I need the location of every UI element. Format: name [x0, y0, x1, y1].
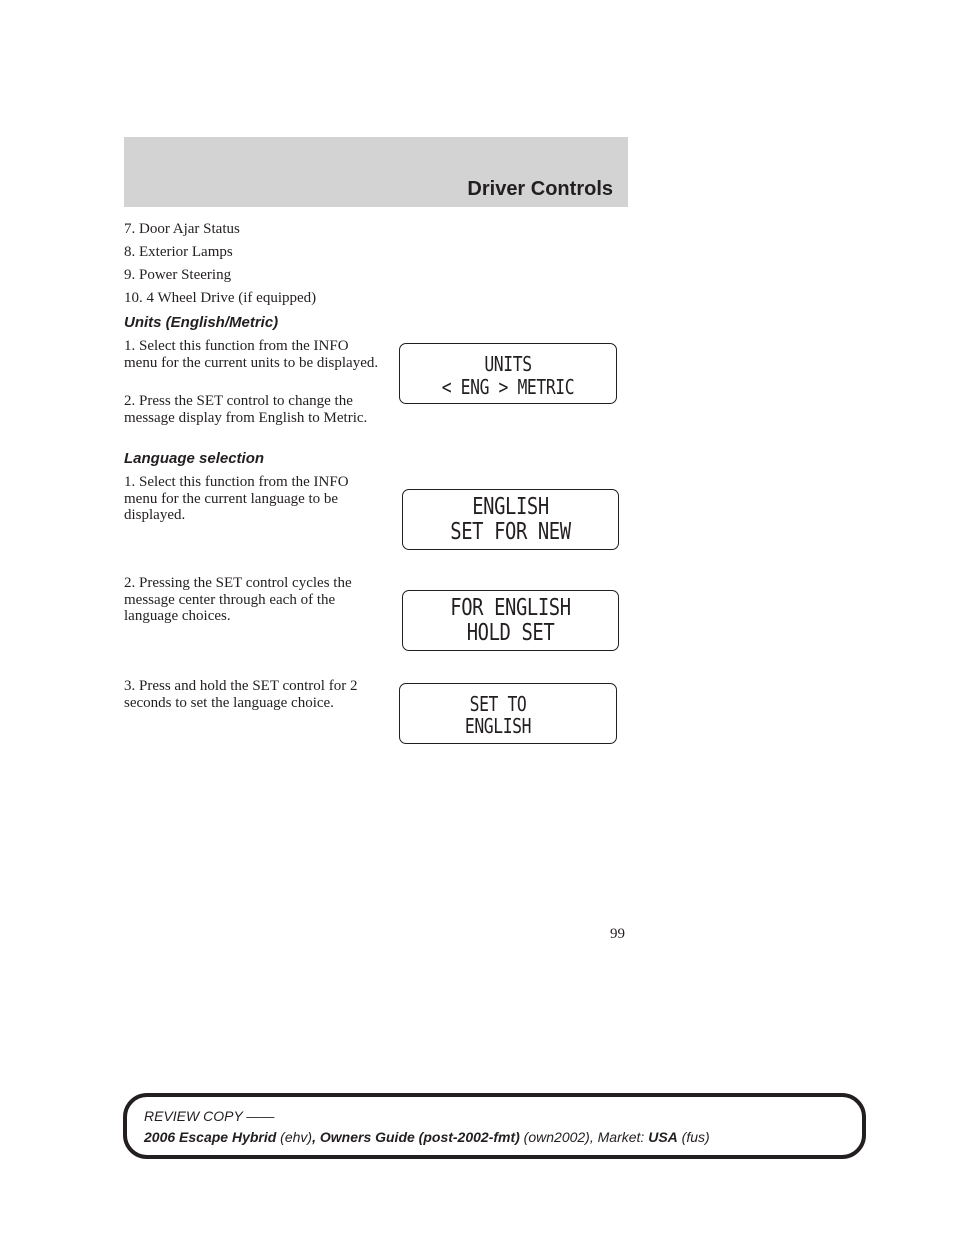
- section-header-band: [124, 137, 628, 207]
- display-line-1: UNITS: [484, 352, 532, 376]
- units-step-1: 1. Select this function from the INFO menu for the current units to be displayed.: [124, 338, 379, 371]
- language-heading: Language selection: [124, 450, 265, 467]
- page-number: 99: [610, 926, 625, 942]
- display-line-1: ENGLISH: [472, 494, 549, 520]
- review-copy-footer: [123, 1093, 866, 1159]
- model-name: 2006 Escape Hybrid: [144, 1129, 277, 1145]
- units-step-2: 2. Press the SET control to change the message display from English to Metric.: [124, 393, 368, 426]
- language-step-1: 1. Select this function from the INFO menu for the current language to be displayed.: [124, 474, 349, 523]
- review-copy-label: REVIEW COPY ——: [144, 1108, 275, 1124]
- list-item: 8. Exterior Lamps: [124, 244, 233, 260]
- units-heading: Units (English/Metric): [124, 314, 279, 331]
- display-line-2: SET FOR NEW: [450, 519, 571, 545]
- language-step-3: 3. Press and hold the SET control for 2 seconds to set the language choice.: [124, 678, 358, 711]
- market-name: USA: [648, 1129, 678, 1145]
- language-display-3: [399, 683, 617, 744]
- language-step-2: 2. Pressing the SET control cycles the message center through each of the language choices.: [124, 575, 352, 624]
- display-line-1: FOR ENGLISH: [450, 595, 571, 621]
- market-label: , Market:: [589, 1129, 649, 1145]
- separator: ,: [312, 1129, 320, 1145]
- display-line-2: < ENG > METRIC: [441, 375, 575, 399]
- guide-name: Owners Guide (post-2002-fmt): [319, 1129, 520, 1145]
- list-item: 10. 4 Wheel Drive (if equipped): [124, 290, 317, 306]
- units-display: [399, 343, 617, 404]
- guide-code: (own2002): [519, 1129, 590, 1145]
- display-line-2: HOLD SET: [466, 620, 555, 646]
- language-display-1: [402, 489, 619, 550]
- list-item: 9. Power Steering: [124, 267, 232, 283]
- language-display-2: [402, 590, 619, 651]
- market-code: (fus): [677, 1129, 710, 1145]
- list-item: 7. Door Ajar Status: [124, 221, 240, 237]
- model-code: (ehv): [276, 1129, 313, 1145]
- publication-info: [144, 1129, 710, 1145]
- display-line-2: ENGLISH: [464, 714, 532, 738]
- display-line-1: SET TO: [469, 692, 527, 716]
- section-title: Driver Controls: [467, 178, 613, 200]
